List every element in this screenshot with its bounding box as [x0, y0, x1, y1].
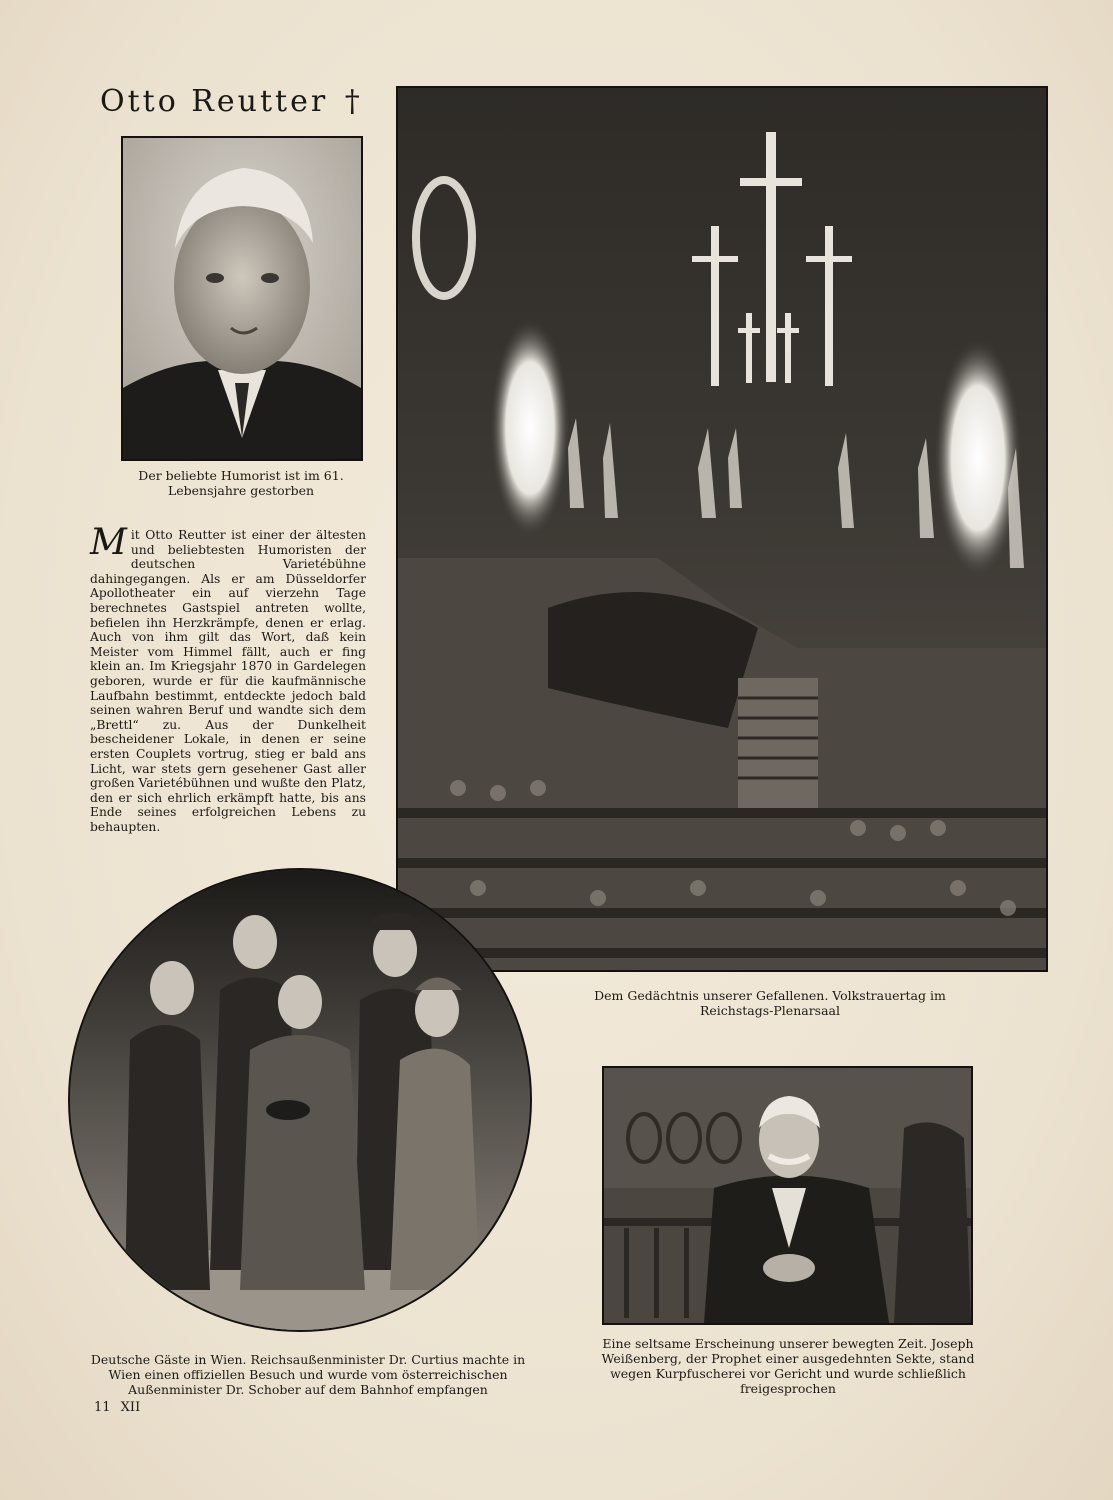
vienna-caption: Deutsche Gäste in Wien. Reichsaußenminister Dr. Curtius machte in Wien einen offiziellen Besuch und wurde vom österreichischen Außenminister Dr. Schober auf dem Bahnhof empfangen [90, 1352, 526, 1397]
portrait-photo [121, 136, 363, 461]
vienna-illustration [70, 870, 530, 1330]
plenary-illustration [398, 88, 1046, 970]
article-dropcap: M [90, 522, 127, 563]
page-folio: 11 XII [94, 1400, 141, 1415]
court-illustration [604, 1068, 971, 1323]
portrait-illustration [123, 138, 361, 459]
court-caption: Eine seltsame Erscheinung unserer bewegten Zeit. Joseph Weißenberg, der Prophet einer ausgedehnten Sekte, stand wegen Kurpfuscherei vor Gericht und wurde schließlich freigesprochen [601, 1336, 975, 1396]
article-text: it Otto Reutter ist einer der ältesten und beliebtesten Humoristen der deutschen Varietébühne dahingegangen. Als er am Düsseldorfer Apollotheater ein auf vierzehn Tage berechnetes Gastspiel antreten wollte, befielen ihn Herzkrämpfe, denen er erlag. Auch von ihm gilt das Wort, daß kein Meister vom Himmel fällt, auch er fing klein an. Im Kriegsjahr 1870 in Gardelegen geboren, wurde er für die kaufmännische Laufbahn bestimmt, entdeckte jedoch bald seinen wahren Beruf und wandte sich dem „Brettl“ zu. Aus der Dunkelheit bescheidener Lokale, in denen er seine ersten Couplets vortrug, stieg er bald ans Licht, war stets gern gesehener Gast aller großen Varietébühnen und wußte den Platz, den er sich ehrlich erkämpft hatte, bis ans Ende seines erfolgreichen Lebens zu behaupten. [90, 528, 366, 834]
plenary-caption: Dem Gedächtnis unserer Gefallenen. Volkstrauertag im Reichstags-Plenarsaal [594, 988, 946, 1018]
obituary-article [90, 522, 366, 834]
cross-icon: † [344, 84, 363, 119]
page-title [100, 84, 390, 119]
plenary-hall-photo [396, 86, 1048, 972]
title-text: Otto Reutter [100, 84, 329, 119]
vienna-photo [68, 868, 532, 1332]
court-photo [602, 1066, 973, 1325]
portrait-caption: Der beliebte Humorist ist im 61. Lebensjahre gestorben [138, 468, 344, 498]
